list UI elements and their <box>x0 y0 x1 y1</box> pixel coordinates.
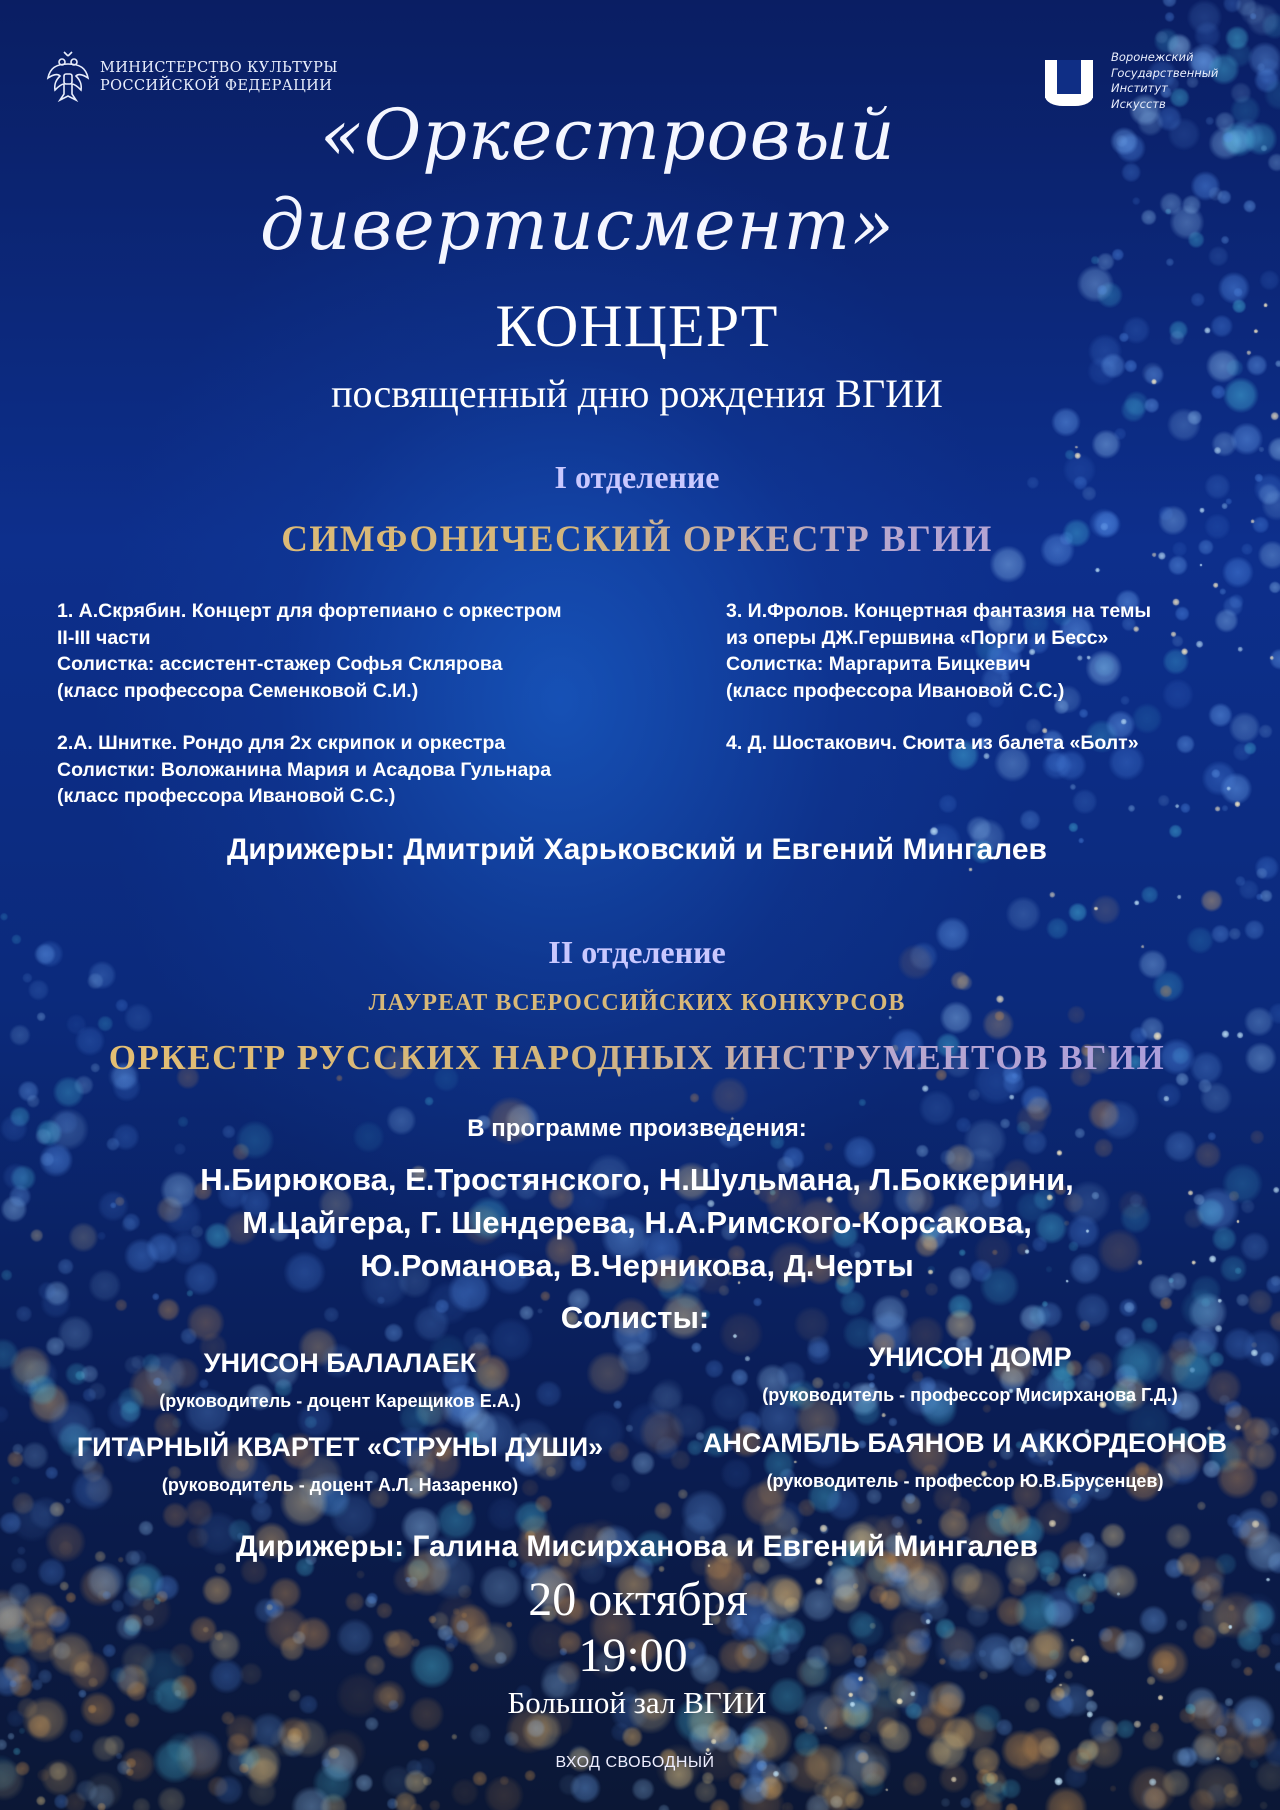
program-item-3-line1: 3. И.Фролов. Концертная фантазия на темы <box>726 600 1152 622</box>
part1-orchestra: СИМФОНИЧЕСКИЙ ОРКЕСТР ВГИИ <box>0 518 1277 561</box>
vgii-logo-icon <box>1043 48 1099 112</box>
program-heading: В программе произведения: <box>467 1115 807 1142</box>
ensemble-domra-title: УНИСОН ДОМР <box>868 1342 1072 1372</box>
institute-logo <box>1043 48 1218 112</box>
event-time: 19:00 <box>578 1629 688 1682</box>
program-item-2-line1: 2.А. Шнитке. Рондо для 2х скрипок и оркестра <box>57 732 506 754</box>
soloists-heading: Солисты: <box>560 1300 710 1335</box>
title-line2: дивертисмент» <box>260 184 895 266</box>
part2-label: II отделение <box>548 934 726 970</box>
part1-program-right <box>726 598 1246 757</box>
program-item-3-line4: (класс профессора Ивановой С.С.) <box>726 679 1065 702</box>
part2-laureate: ЛАУРЕАТ ВСЕРОССИЙСКИХ КОНКУРСОВ <box>368 990 906 1016</box>
ensemble-bayan-lead: (руководитель - профессор Ю.В.Брусенцев) <box>766 1471 1164 1491</box>
ensemble-bayan <box>650 1428 1280 1492</box>
institute-line2: Государственный <box>1111 65 1219 80</box>
part1-conductors: Дирижеры: Дмитрий Харьковский и Евгений Мингалев <box>227 833 1047 866</box>
ministry-line1: МИНИСТЕРСТВО КУЛЬТУРЫ <box>100 60 338 76</box>
program-item-1-line4: (класс профессора Семенковой С.И.) <box>57 679 419 702</box>
composers-line3: Ю.Романова, В.Черникова, Д.Черты <box>360 1248 914 1283</box>
program-item-1-line1: 1. А.Скрябин. Концерт для фортепиано с оркестром <box>57 600 562 622</box>
part1-program-left <box>57 598 697 810</box>
ensemble-bayan-title: АНСАМБЛЬ БАЯНОВ И АККОРДЕОНОВ <box>702 1428 1228 1458</box>
ministry-line2: РОССИЙСКОЙ ФЕДЕРАЦИИ <box>100 78 333 94</box>
ensemble-domra-lead: (руководитель - профессор Мисирханова Г.Д.) <box>762 1385 1178 1405</box>
institute-line1: Воронежский <box>1111 50 1194 64</box>
program-item-2-line3: (класс профессора Ивановой С.С.) <box>57 785 396 807</box>
program-item-4-line1: 4. Д. Шостакович. Сюита из балета «Болт» <box>726 732 1139 754</box>
event-venue: Большой зал ВГИИ <box>507 1685 767 1720</box>
entry-free: ВХОД СВОБОДНЫЙ <box>555 1754 715 1771</box>
ensemble-guitar <box>50 1432 630 1496</box>
program-item-3-line3: Солистка: Маргарита Бицкевич <box>726 653 1031 675</box>
part1-label: I отделение <box>554 459 720 495</box>
composers-line2: М.Цайгера, Г. Шендерева, Н.А.Римского-Корсакова, <box>242 1205 1032 1240</box>
composers-line1: Н.Бирюкова, Е.Тростянского, Н.Шульмана, Л.Боккерини, <box>200 1162 1074 1197</box>
part2-conductors: Дирижеры: Галина Мисирханова и Евгений Мингалев <box>236 1530 1038 1563</box>
part2-orchestra: ОРКЕСТР РУССКИХ НАРОДНЫХ ИНСТРУМЕНТОВ ВГИИ <box>0 1038 1277 1078</box>
ensemble-guitar-lead: (руководитель - доцент А.Л. Назаренко) <box>161 1475 519 1495</box>
dedication: посвященный дню рождения ВГИИ <box>331 371 943 416</box>
program-item-1-line3: Солистка: ассистент-стажер Софья Склярова <box>57 653 503 675</box>
ensemble-domra <box>700 1342 1240 1406</box>
ensemble-balalaika-lead: (руководитель - доцент Карещиков Е.А.) <box>159 1391 521 1411</box>
ensemble-guitar-title: ГИТАРНЫЙ КВАРТЕТ «СТРУНЫ ДУШИ» <box>76 1432 604 1462</box>
institute-line4: Искусств <box>1111 96 1166 111</box>
program-item-3-line2: из оперы ДЖ.Гершвина «Порги и Бесс» <box>726 626 1109 649</box>
ensemble-balalaika-title: УНИСОН БАЛАЛАЕК <box>203 1348 477 1378</box>
eagle-emblem-icon <box>46 50 90 104</box>
title-line1: «Оркестровый <box>320 94 896 176</box>
program-item-1-line2: II-III части <box>57 626 151 649</box>
program-item-2-line2: Солистки: Воложанина Мария и Асадова Гульнара <box>57 758 552 781</box>
concert-heading: КОНЦЕРТ <box>495 293 779 359</box>
ministry-logo <box>46 50 338 104</box>
event-date: 20 октября <box>528 1573 748 1626</box>
institute-line3: Институт <box>1111 81 1168 95</box>
composers-list <box>0 1158 1277 1287</box>
ensemble-balalaika <box>70 1348 610 1412</box>
